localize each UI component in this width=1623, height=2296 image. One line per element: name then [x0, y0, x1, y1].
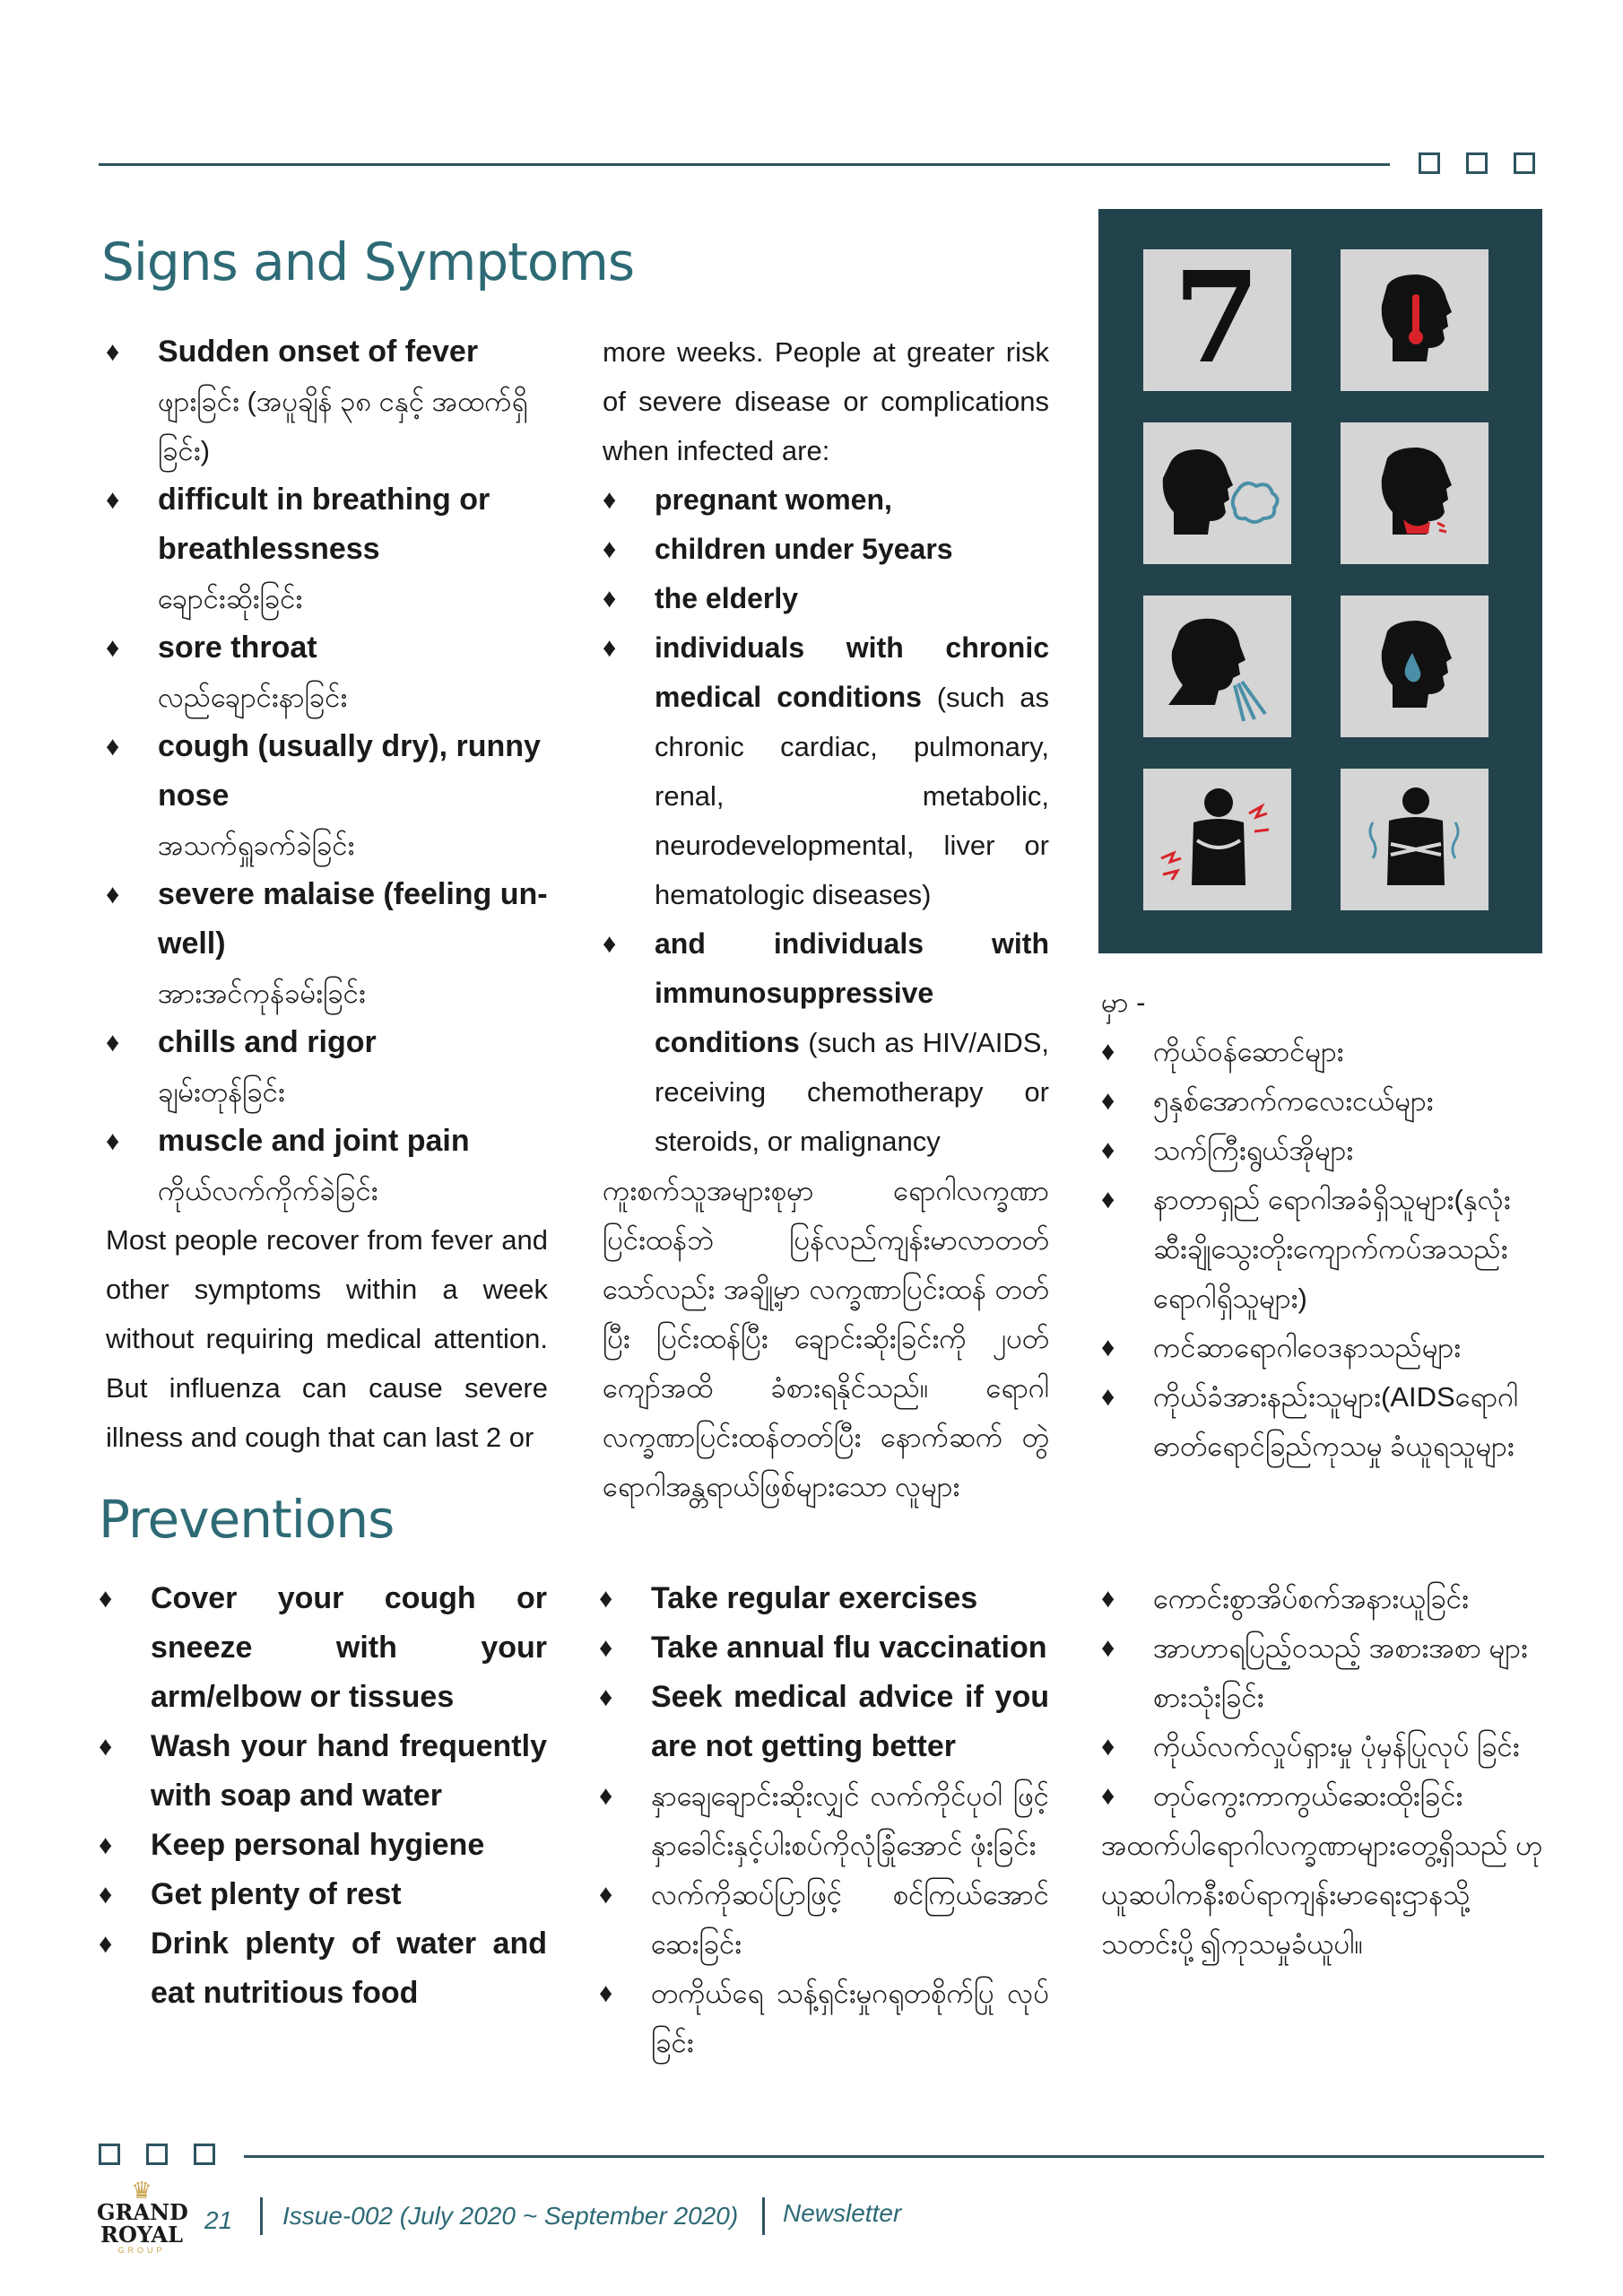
diamond-bullet-icon: ♦ — [1101, 1333, 1115, 1362]
symptom-item — [106, 1018, 548, 1117]
body-pain-icon — [1143, 769, 1291, 910]
sore-throat-icon — [1341, 422, 1488, 564]
page-number: 21 — [204, 2206, 233, 2234]
issue-info: Issue-002 (July 2020 ~ September 2020) — [282, 2202, 739, 2230]
symptom-myanmar: ကိုယ်လက်ကိုက်ခဲခြင်း — [158, 1175, 378, 1206]
fever-thermometer-icon — [1341, 249, 1488, 391]
diamond-bullet-icon: ♦ — [106, 732, 120, 761]
signs-recovery-paragraph: Most people recover from fever and other symptoms within a week without requiring medical attention. But influenza can cause severe illness and cough that can last 2 or — [106, 1224, 548, 1453]
diamond-bullet-icon: ♦ — [99, 1880, 113, 1909]
diamond-bullet-icon: ♦ — [603, 929, 617, 959]
risk-group-myanmar-text: နာတာရှည် ရောဂါအခံရှိသူများ(နှလုံး ဆီးချိုသွေးတိုးကျောက်ကပ်အသည်း ရောဂါရှိသူများ) — [1153, 1184, 1511, 1314]
prevention-text: Get plenty of rest — [151, 1877, 402, 1911]
risk-group-myanmar-item — [1101, 1076, 1545, 1126]
top-square-3 — [1514, 152, 1535, 174]
logo-line-2: ROYAL — [100, 2222, 183, 2248]
tile-5 — [1143, 596, 1291, 737]
diamond-bullet-icon: ♦ — [1101, 1781, 1115, 1811]
risk-group-myanmar-item — [1101, 1175, 1545, 1323]
diamond-bullet-icon: ♦ — [99, 1584, 113, 1613]
risk-group-myanmar-item — [1101, 1372, 1545, 1471]
logo-line-3: GROUP — [117, 2246, 166, 2255]
symptom-myanmar: ချမ်းတုန်ခြင်း — [158, 1076, 285, 1108]
risk-myanmar-paragraph: ကူးစက်သူအများစုမှာ ရောဂါလက္ခဏာ ပြင်းထန်ဘဲ ပြန်လည်ကျန်းမာလာတတ် သော်လည်း အချို့မှာ လက္ခဏာပြင်းထန် တတ်ပြီး ပြင်းထန်ပြီး ချောင်းဆိုးခြင်းကို ၂ပတ်ကျော်အထိ ခံစားရနိုင်သည်။ ရောဂါ လက္ခဏာပြင်းထန်တတ်ပြီး နောက်ဆက် တွဲရောဂါအန္တရာယ်ဖြစ်များသော လူများ — [603, 1175, 1049, 1502]
newsletter-label: Newsletter — [783, 2199, 902, 2227]
diamond-bullet-icon: ♦ — [1101, 1732, 1115, 1761]
risk-group-myanmar-text: သက်ကြီးရွယ်အိုများ — [1153, 1135, 1354, 1166]
symptom-english: muscle and joint pain — [158, 1124, 470, 1158]
symptom-icon-panel — [1098, 209, 1542, 953]
prevention-item — [99, 1574, 547, 1722]
risk-group-item — [603, 919, 1049, 1166]
risk-group-myanmar-text: ကိုယ်ခံအားနည်းသူများ(AIDSရောဂါ ဓာတ်ရောင်ခြည်ကုသမှု ခံယူရသူများ — [1153, 1381, 1519, 1462]
prevention-item — [99, 1919, 547, 2018]
prevention-text: Take annual flu vaccination — [651, 1631, 1047, 1665]
risk-group-detail: (such as HIV/AIDS, receiving chemotherapy or steroids, or malignancy — [655, 1027, 1049, 1157]
risk-group-item — [603, 475, 1049, 525]
bottom-square-3 — [194, 2144, 215, 2165]
prevention-text: တကိုယ်ရေ သန့်ရှင်းမှုဂရုတစိုက်ပြု လုပ်ခြင်း — [651, 1978, 1049, 2058]
prevention-myanmar-text: ကောင်းစွာအိပ်စက်အနားယူခြင်း — [1153, 1583, 1469, 1614]
signs-title: Signs and Symptoms — [101, 231, 635, 292]
risk-group-bold: and individuals with immunosuppressive conditions — [655, 927, 1049, 1058]
risk-group-bold: pregnant women, — [655, 483, 892, 516]
number-seven-icon — [1143, 249, 1291, 391]
diamond-bullet-icon: ♦ — [106, 337, 120, 367]
diamond-bullet-icon: ♦ — [603, 584, 617, 613]
symptom-english: cough (usually dry), runny nose — [158, 729, 541, 813]
prevention-myanmar-item — [1101, 1623, 1545, 1722]
risk-group-myanmar-text: ၅နှစ်အောက်ကလေးငယ်များ — [1153, 1085, 1434, 1117]
prevention-myanmar-item — [1101, 1722, 1545, 1771]
symptom-myanmar: ချောင်းဆိုးခြင်း — [158, 583, 303, 614]
risk-group-text — [655, 574, 1049, 623]
prevention-item — [599, 1771, 1049, 1870]
prevention-item — [599, 1574, 1049, 1623]
symptom-item — [106, 623, 548, 722]
diamond-bullet-icon: ♦ — [599, 1781, 613, 1811]
prevention-text: Take regular exercises — [651, 1581, 978, 1615]
risk-group-text — [655, 525, 1049, 574]
risk-group-detail: (such as chronic cardiac, pulmonary, renal, metabolic, neurodevelopmental, liver or hematologic diseases) — [655, 682, 1050, 910]
diamond-bullet-icon: ♦ — [1101, 1584, 1115, 1613]
symptom-myanmar: အားအင်ကုန်ခမ်းခြင်း — [158, 978, 366, 1009]
symptom-myanmar: အသက်ရှူခက်ခဲခြင်း — [158, 830, 355, 861]
diamond-bullet-icon: ♦ — [603, 485, 617, 515]
diamond-bullet-icon: ♦ — [1101, 1633, 1115, 1663]
symptom-item — [106, 475, 548, 623]
diamond-bullet-icon: ♦ — [599, 1979, 613, 2008]
prevention-item — [99, 1821, 547, 1870]
tile-7 — [1143, 769, 1291, 910]
prevention-item — [99, 1870, 547, 1919]
symptom-english: chills and rigor — [158, 1025, 377, 1059]
diamond-bullet-icon: ♦ — [1101, 1037, 1115, 1066]
symptom-english: severe malaise (feeling un-well) — [158, 877, 548, 961]
diamond-bullet-icon: ♦ — [599, 1584, 613, 1613]
prevention-myanmar-item — [1101, 1771, 1545, 1821]
sweat-drop-icon — [1341, 596, 1488, 737]
prevention-myanmar-item — [1101, 1574, 1545, 1623]
prevention-text: Seek medical advice if you are not getting better — [651, 1680, 1049, 1763]
prevention-myanmar-text: ကိုယ်လက်လှုပ်ရှားမှု ပုံမှန်ပြုလုပ် ခြင်း — [1153, 1731, 1520, 1762]
risk-group-myanmar-item — [1101, 1126, 1545, 1175]
diamond-bullet-icon: ♦ — [106, 880, 120, 909]
diamond-bullet-icon: ♦ — [599, 1880, 613, 1909]
diamond-bullet-icon: ♦ — [599, 1633, 613, 1663]
risk-group-text — [655, 475, 1049, 525]
prevention-text: Wash your hand frequently with soap and water — [151, 1729, 547, 1813]
diamond-bullet-icon: ♦ — [1101, 1185, 1115, 1214]
risk-group-bold: individuals with chronic medical conditions — [655, 631, 1049, 713]
bottom-rule — [244, 2155, 1544, 2158]
risk-group-text — [655, 623, 1049, 919]
diamond-bullet-icon: ♦ — [99, 1732, 113, 1761]
preventions-advice-paragraph: အထက်ပါရောဂါလက္ခဏာများတွေ့ရှိသည် ဟုယူဆပါကနီးစပ်ရာကျန်းမာရေးဌာနသို့ သတင်းပို့၍ကုသမှုခံယူပါ။ — [1101, 1830, 1543, 1960]
diamond-bullet-icon: ♦ — [106, 1028, 120, 1057]
prevention-myanmar-text: တုပ်ကွေးကာကွယ်ဆေးထိုးခြင်း — [1153, 1780, 1463, 1812]
risk-group-item — [603, 525, 1049, 574]
diamond-bullet-icon: ♦ — [603, 535, 617, 564]
logo-crown-icon: ♛ — [131, 2177, 152, 2204]
sneeze-icon — [1143, 596, 1291, 737]
risk-intro: more weeks. People at greater risk of severe disease or complications when infected are: — [603, 336, 1049, 466]
col3-lead: မှာ - — [1101, 987, 1146, 1018]
preventions-column-2 — [599, 1574, 1049, 2067]
risk-group-item — [603, 623, 1049, 919]
symptom-english: sore throat — [158, 631, 317, 665]
prevention-item — [599, 1623, 1049, 1673]
diamond-bullet-icon: ♦ — [1101, 1135, 1115, 1165]
symptom-item — [106, 870, 548, 1018]
risk-group-myanmar-text: ကင်ဆာရောဂါဝေဒနာသည်များ — [1153, 1332, 1462, 1363]
prevention-item — [599, 1870, 1049, 1969]
tile-8 — [1341, 769, 1488, 910]
prevention-text: Cover your cough or sneeze with your arm/elbow or tissues — [151, 1581, 547, 1714]
svg-text:7: 7 — [1173, 249, 1261, 391]
prevention-text: နှာချေချောင်းဆိုးလျှင် လက်ကိုင်ပုဝါ ဖြင့်နှာခေါင်းနှင့်ပါးစပ်ကိုလုံခြုံအောင် ဖုံးခြင်း — [651, 1780, 1049, 1861]
tile-4 — [1341, 422, 1488, 564]
footer-divider-1 — [260, 2197, 263, 2235]
top-square-1 — [1419, 152, 1440, 174]
preventions-column-1 — [99, 1574, 547, 2018]
diamond-bullet-icon: ♦ — [106, 485, 120, 515]
prevention-text: Drink plenty of water and eat nutritious food — [151, 1926, 547, 2010]
diamond-bullet-icon: ♦ — [603, 633, 617, 663]
symptom-item — [106, 327, 548, 475]
symptom-english: difficult in breathing or breathlessness — [158, 483, 490, 566]
diamond-bullet-icon: ♦ — [599, 1683, 613, 1712]
signs-column-2 — [603, 327, 1049, 1511]
tile-3 — [1143, 422, 1291, 564]
diamond-bullet-icon: ♦ — [99, 1929, 113, 1959]
risk-group-text — [655, 919, 1049, 1166]
footer-divider-2 — [762, 2197, 765, 2235]
risk-group-bold: children under 5years — [655, 533, 953, 565]
prevention-text: Keep personal hygiene — [151, 1828, 485, 1862]
risk-group-myanmar-item — [1101, 1027, 1545, 1076]
tile-1 — [1143, 249, 1291, 391]
risk-group-myanmar-item — [1101, 1323, 1545, 1372]
tile-2 — [1341, 249, 1488, 391]
prevention-text: လက်ကိုဆပ်ပြာဖြင့် စင်ကြယ်အောင် ဆေးခြင်း — [651, 1879, 1049, 1960]
diamond-bullet-icon: ♦ — [1101, 1382, 1115, 1412]
diamond-bullet-icon: ♦ — [106, 1126, 120, 1156]
symptom-english: Sudden onset of fever — [158, 335, 479, 369]
signs-column-1 — [106, 327, 548, 1462]
symptom-item — [106, 1117, 548, 1215]
top-square-2 — [1466, 152, 1488, 174]
prevention-myanmar-text: အာဟာရပြည့်ဝသည့် အစားအစာ များစားသုံးခြင်း — [1153, 1632, 1528, 1713]
symptom-item — [106, 722, 548, 870]
chills-icon — [1341, 769, 1488, 910]
prevention-item — [99, 1722, 547, 1821]
cough-icon — [1143, 422, 1291, 564]
logo-line-1: GRAND — [97, 2199, 188, 2225]
preventions-title: Preventions — [99, 1489, 395, 1550]
prevention-item — [599, 1969, 1049, 2067]
risk-group-myanmar-text: ကိုယ်ဝန်ဆောင်များ — [1153, 1036, 1344, 1067]
symptom-myanmar: ဖျားခြင်း (အပူချိန် ၃၈ ငနှင့် အထက်ရှိ ခြင်း) — [158, 386, 528, 466]
footer-logo — [97, 2179, 187, 2255]
symptom-myanmar: လည်ချောင်းနာခြင်း — [158, 682, 348, 713]
signs-column-3 — [1101, 978, 1545, 1471]
diamond-bullet-icon: ♦ — [1101, 1086, 1115, 1116]
prevention-item — [599, 1673, 1049, 1771]
preventions-column-3 — [1101, 1574, 1545, 1969]
risk-group-item — [603, 574, 1049, 623]
bottom-square-1 — [99, 2144, 120, 2165]
diamond-bullet-icon: ♦ — [106, 633, 120, 663]
risk-group-bold: the elderly — [655, 582, 799, 614]
bottom-square-2 — [146, 2144, 168, 2165]
top-rule — [99, 163, 1390, 166]
tile-6 — [1341, 596, 1488, 737]
diamond-bullet-icon: ♦ — [99, 1831, 113, 1860]
